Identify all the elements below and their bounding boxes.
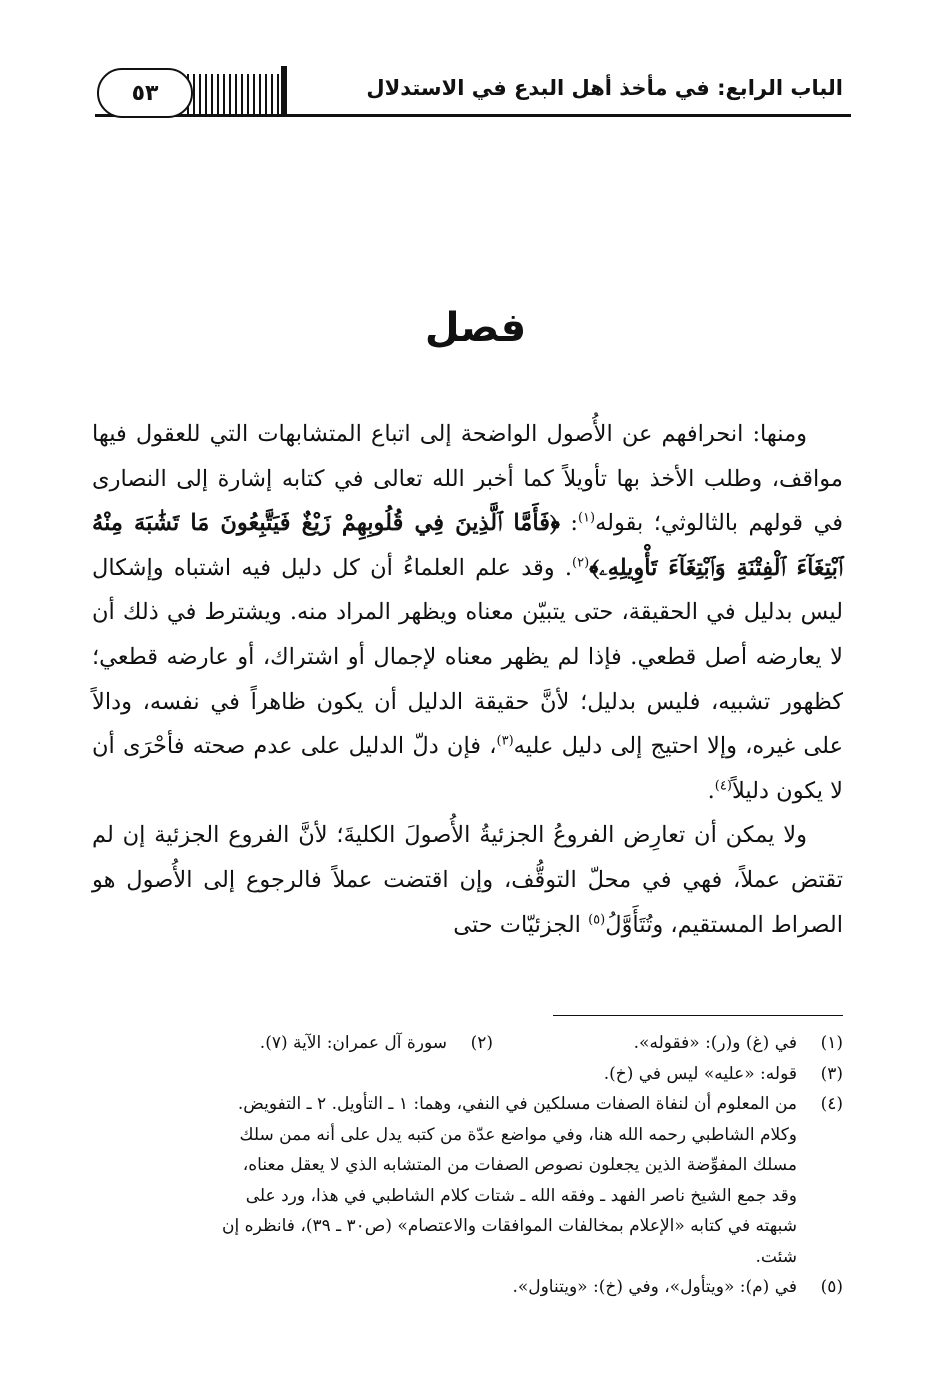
footnote-text: في (م): «ويتأول»، وفي (خ): «ويتناول».	[512, 1277, 797, 1297]
page-header	[95, 62, 843, 120]
page-number: ٥٣	[131, 80, 159, 106]
footnote-text: سورة آل عمران: الآية (٧).	[259, 1033, 447, 1053]
footnotes	[92, 1028, 843, 1303]
paragraph-1-part-1: ومنها: انحرافهم عن الأُصول الواضحة إلى اتباع المتشابهات التي للعقول فيها مواقف، وطلب الأخذ بها تأويلاً كما أخبر الله تعالى في كتابه إشارة إلى النصارى في قولهم بالثالوثي؛ بقوله	[92, 421, 843, 537]
footnote-row	[92, 1028, 843, 1059]
footnote-ref-1[interactable]: (١)	[577, 510, 596, 526]
footnote-number: (١)	[820, 1033, 843, 1053]
footnote-ref-2[interactable]: (٢)	[572, 555, 590, 571]
body-text	[92, 412, 843, 947]
footnote-number: (٥)	[820, 1277, 843, 1297]
footnote-number: (٤)	[820, 1094, 843, 1114]
footnote-3	[92, 1059, 843, 1090]
footnote-text: قوله: «عليه» ليس في (خ).	[603, 1063, 797, 1084]
footnote-5	[92, 1272, 843, 1303]
footnote-number: (٣)	[820, 1063, 843, 1084]
paragraph-1-part-2: :	[559, 510, 578, 537]
footnote-text: في (غ) و(ر): «فقوله».	[633, 1033, 797, 1053]
header-rule	[95, 114, 851, 117]
paragraph-1-part-3: . وقد علم العلماءُ أن كل دليل فيه اشتباه وإشكال ليس بدليل في الحقيقة، حتى يتبيّن معناه ويظهر المراد منه. ويشترط في ذلك أن لا يعارضه أصل قطعي. فإذا لم يظهر معناه لإجمال أو اشتراك، أو عارضه قطعي؛ كظهور تشبيه، فليس بدليل؛ لأنَّ حقيقة الدليل أن يكون ظاهراً في نفسه، ودالاً على غيره، وإلا احتيج إلى دليل عليه	[92, 554, 843, 760]
footnote-line: وقد جمع الشيخ ناصر الفهد ـ وفقه الله ـ شتات كلام الشاطبي في هذا، ورد على	[245, 1185, 797, 1206]
quran-verse: ﴿فَأَمَّا ٱلَّذِينَ فِي قُلُوبِهِمْ زَيْغٌ فَيَتَّبِعُونَ مَا تَشَٰبَهَ مِنْهُ ٱبْتِغَآءَ ٱلْفِتْنَةِ وَٱبْتِغَآءَ تَأْوِيلِهِۦ﴾	[92, 510, 843, 581]
header-ornament	[187, 74, 283, 114]
running-title: الباب الرابع: في مأخذ أهل البدع في الاستدلال	[366, 76, 843, 100]
footnote-ref-3[interactable]: (٣)	[496, 733, 514, 749]
footnote-number: (٢)	[470, 1033, 493, 1053]
paragraph-1-part-5: .	[707, 777, 715, 804]
footnote-line: من المعلوم أن لنفاة الصفات مسلكين في النفي، وهما: ١ ـ التأويل. ٢ ـ التفويض.	[237, 1094, 797, 1114]
footnote-4	[92, 1089, 843, 1272]
footnote-2	[260, 1028, 493, 1059]
paragraph-1-part-4: ، فإن دلّ الدليل على عدم صحته فأحْرَى أن لا يكون دليلاً	[92, 733, 843, 804]
paragraph-2-part-1: ولا يمكن أن تعارِض الفروعُ الجزئيةُ الأُصولَ الكليةَ؛ لأنَّ الفروع الجزئية إن لم تقتض عملاً، فهي في محلّ التوقُّف، وإن اقتضت عملاً فالرجوع إلى الأُصول هو الصراط المستقيم، وتُتَأَوَّلُ	[92, 822, 843, 938]
footnote-1	[493, 1028, 843, 1059]
paragraph-1	[92, 412, 843, 813]
footnote-text	[92, 1089, 797, 1272]
paragraph-2	[92, 813, 843, 947]
page-number-frame	[97, 68, 193, 118]
footnote-line: شبهته في كتابه «الإعلام بمخالفات الموافقات والاعتصام» (ص٣٠ ـ ٣٩)، فانظره إن	[222, 1216, 797, 1236]
footnote-line: شئت.	[755, 1246, 797, 1267]
footnote-ref-4[interactable]: (٤)	[714, 778, 732, 794]
footnote-line: مسلك المفوِّضة الذين يجعلون نصوص الصفات من المتشابه الذي لا يعقل معناه،	[242, 1155, 797, 1175]
footnote-ref-5[interactable]: (٥)	[588, 912, 606, 928]
paragraph-2-part-2: الجزئيّات حتى	[453, 911, 589, 938]
footnote-line: وكلام الشاطبي رحمه الله هنا، وفي مواضع عدّة من كتبه يدل على أنه ممن سلك	[239, 1124, 797, 1145]
header-ornament-bar	[281, 66, 287, 114]
footnote-separator	[553, 1015, 843, 1016]
section-heading: فصل	[424, 305, 527, 351]
